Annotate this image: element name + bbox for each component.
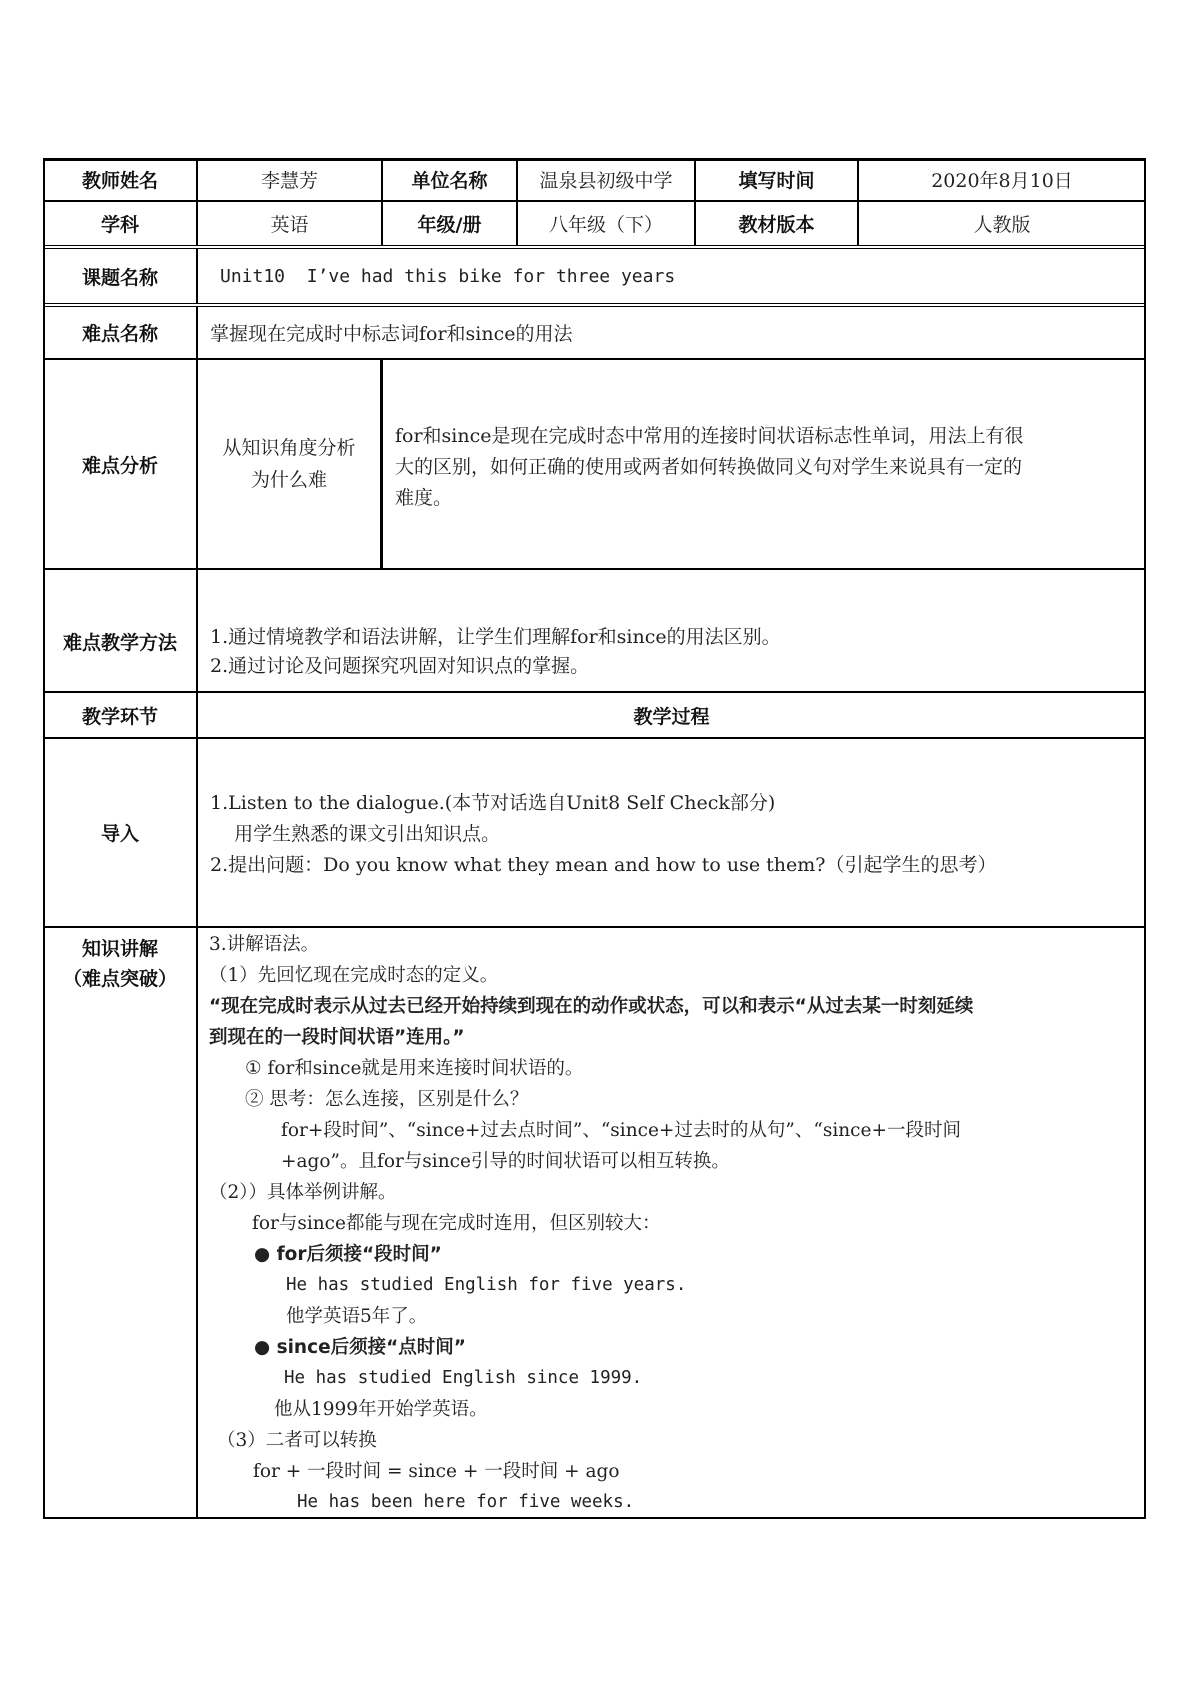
analysis-line: for和since是现在完成时态中常用的连接时间状语标志性单词，用法上有很 [395,425,1024,447]
intro-label: 导入 [43,738,197,927]
date-value: 2020年8月10日 [858,158,1146,201]
unit-name: 温泉县初级中学 [517,158,695,201]
subject-value: 英语 [197,201,382,246]
subject-label: 学科 [43,201,197,246]
knowledge-line: for+段时间”、“since+过去点时间”、“since+过去时的从句”、“since+一段时间 [281,1120,961,1141]
knowledge-label-line2: （难点突破） [62,968,177,990]
teacher-name: 李慧芳 [197,158,382,201]
knowledge-text [209,929,973,1518]
grade-label: 年级/册 [382,201,517,246]
method-line: 2.通过讨论及问题探究巩固对知识点的掌握。 [210,655,590,677]
intro-line: 用学生熟悉的课文引出知识点。 [210,823,501,845]
topic-value: Unit10 I’ve had this bike for three years [197,248,1146,304]
intro-line: 1.Listen to the dialogue.(本节对话选自Unit8 Self Check部分) [210,792,776,814]
analysis-line: 大的区别，如何正确的使用或两者如何转换做同义句对学生来说具有一定的 [395,456,1023,478]
edition-value: 人教版 [858,201,1146,246]
method-text [197,569,1146,692]
method-line: 1.通过情境教学和语法讲解，让学生们理解for和since的用法区别。 [210,626,781,648]
knowledge-formula: for + 一段时间 = since + 一段时间 + ago [253,1461,620,1482]
analysis-label: 难点分析 [43,359,197,569]
knowledge-bullet: ● for后须接“段时间” [254,1244,442,1265]
knowledge-example: 他学英语5年了。 [286,1306,428,1327]
knowledge-line: （1）先回忆现在完成时态的定义。 [209,965,499,986]
analysis-sublabel-line1: 从知识角度分析 [222,437,356,459]
analysis-text [382,359,1146,569]
difficulty-label: 难点名称 [43,306,197,359]
knowledge-example: He has studied English since 1999. [284,1368,643,1388]
method-label: 难点教学方法 [43,569,197,692]
knowledge-label-line1: 知识讲解 [81,938,158,960]
knowledge-label [43,927,197,1519]
knowledge-bullet: ● since后须接“点时间” [254,1337,466,1358]
knowledge-line: 3.讲解语法。 [209,934,320,955]
analysis-sublabel-line2: 为什么难 [250,469,327,491]
knowledge-line: （3）二者可以转换 [217,1430,377,1451]
knowledge-definition: 到现在的一段时间状语”连用。” [209,1027,465,1048]
edition-label: 教材版本 [695,201,858,246]
analysis-sublabel [197,359,382,569]
knowledge-line: （2））具体举例讲解。 [209,1182,397,1203]
date-label: 填写时间 [695,158,858,201]
analysis-line: 难度。 [395,487,453,509]
process-label: 教学过程 [197,692,1146,738]
knowledge-example: He has been here for five weeks. [297,1492,635,1512]
difficulty-value: 掌握现在完成时中标志词for和since的用法 [197,306,1146,359]
knowledge-line: +ago”。且for与since引导的时间状语可以相互转换。 [281,1151,730,1172]
teacher-label: 教师姓名 [43,158,197,201]
knowledge-example: He has studied English for five years. [286,1275,687,1295]
process-stage-label: 教学环节 [43,692,197,738]
knowledge-line: ② 思考：怎么连接，区别是什么？ [245,1089,529,1110]
unit-label: 单位名称 [382,158,517,201]
knowledge-example: 他从1999年开始学英语。 [274,1399,488,1420]
intro-text [197,738,1146,927]
grade-value: 八年级（下） [517,201,695,246]
topic-label: 课题名称 [43,248,197,304]
knowledge-definition: “现在完成时表示从过去已经开始持续到现在的动作或状态，可以和表示“从过去某一时刻延续 [209,996,974,1017]
knowledge-line: for与since都能与现在完成时连用，但区别较大： [252,1213,661,1234]
intro-line: 2.提出问题：Do you know what they mean and how to use them?（引起学生的思考） [210,854,997,876]
knowledge-line: ① for和since就是用来连接时间状语的。 [245,1058,584,1079]
